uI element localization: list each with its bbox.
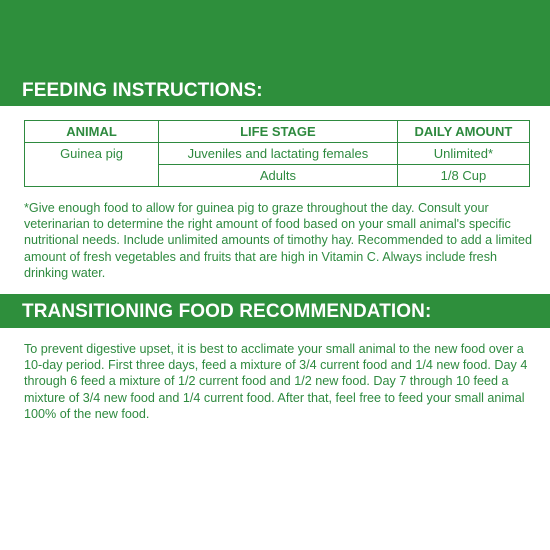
cell-daily-amount: 1/8 Cup <box>397 165 529 187</box>
feeding-heading: FEEDING INSTRUCTIONS: <box>22 80 263 101</box>
table-row <box>25 143 530 165</box>
transition-banner <box>0 294 550 328</box>
feeding-banner <box>0 0 550 106</box>
cell-life-stage: Juveniles and lactating females <box>159 143 398 165</box>
header-life-stage: LIFE STAGE <box>159 121 398 143</box>
cell-life-stage: Adults <box>159 165 398 187</box>
transition-heading: TRANSITIONING FOOD RECOMMENDATION: <box>22 301 432 322</box>
cell-daily-amount: Unlimited* <box>397 143 529 165</box>
transition-body: To prevent digestive upset, it is best to acclimate your small animal to the new food over a 10-day period. First three days, feed a mixture of 3/4 current food and 1/4 new food. Day 4 through 6 feed a mixture of 1/2 current food and 1/2 new food. Day 7 through 10 feed a mixture of 3/4 new food and 1/4 current food. After that, feel free to feed your small animal 100% of the new food. <box>24 342 528 421</box>
feeding-note: *Give enough food to allow for guinea pig to graze throughout the day. Consult your veterinarian to determine the right amount of food based on your small animal's specific nutritional needs. Include unlimited amounts of timothy hay. Recommended to add a limited amount of fresh vegetables and fruits that are high in Vitamin C. Always include fresh drinking water. <box>24 201 532 280</box>
header-animal: ANIMAL <box>25 121 159 143</box>
cell-animal: Guinea pig <box>25 143 159 187</box>
feeding-table <box>24 120 530 187</box>
table-header-row <box>25 121 530 143</box>
header-daily-amount: DAILY AMOUNT <box>397 121 529 143</box>
